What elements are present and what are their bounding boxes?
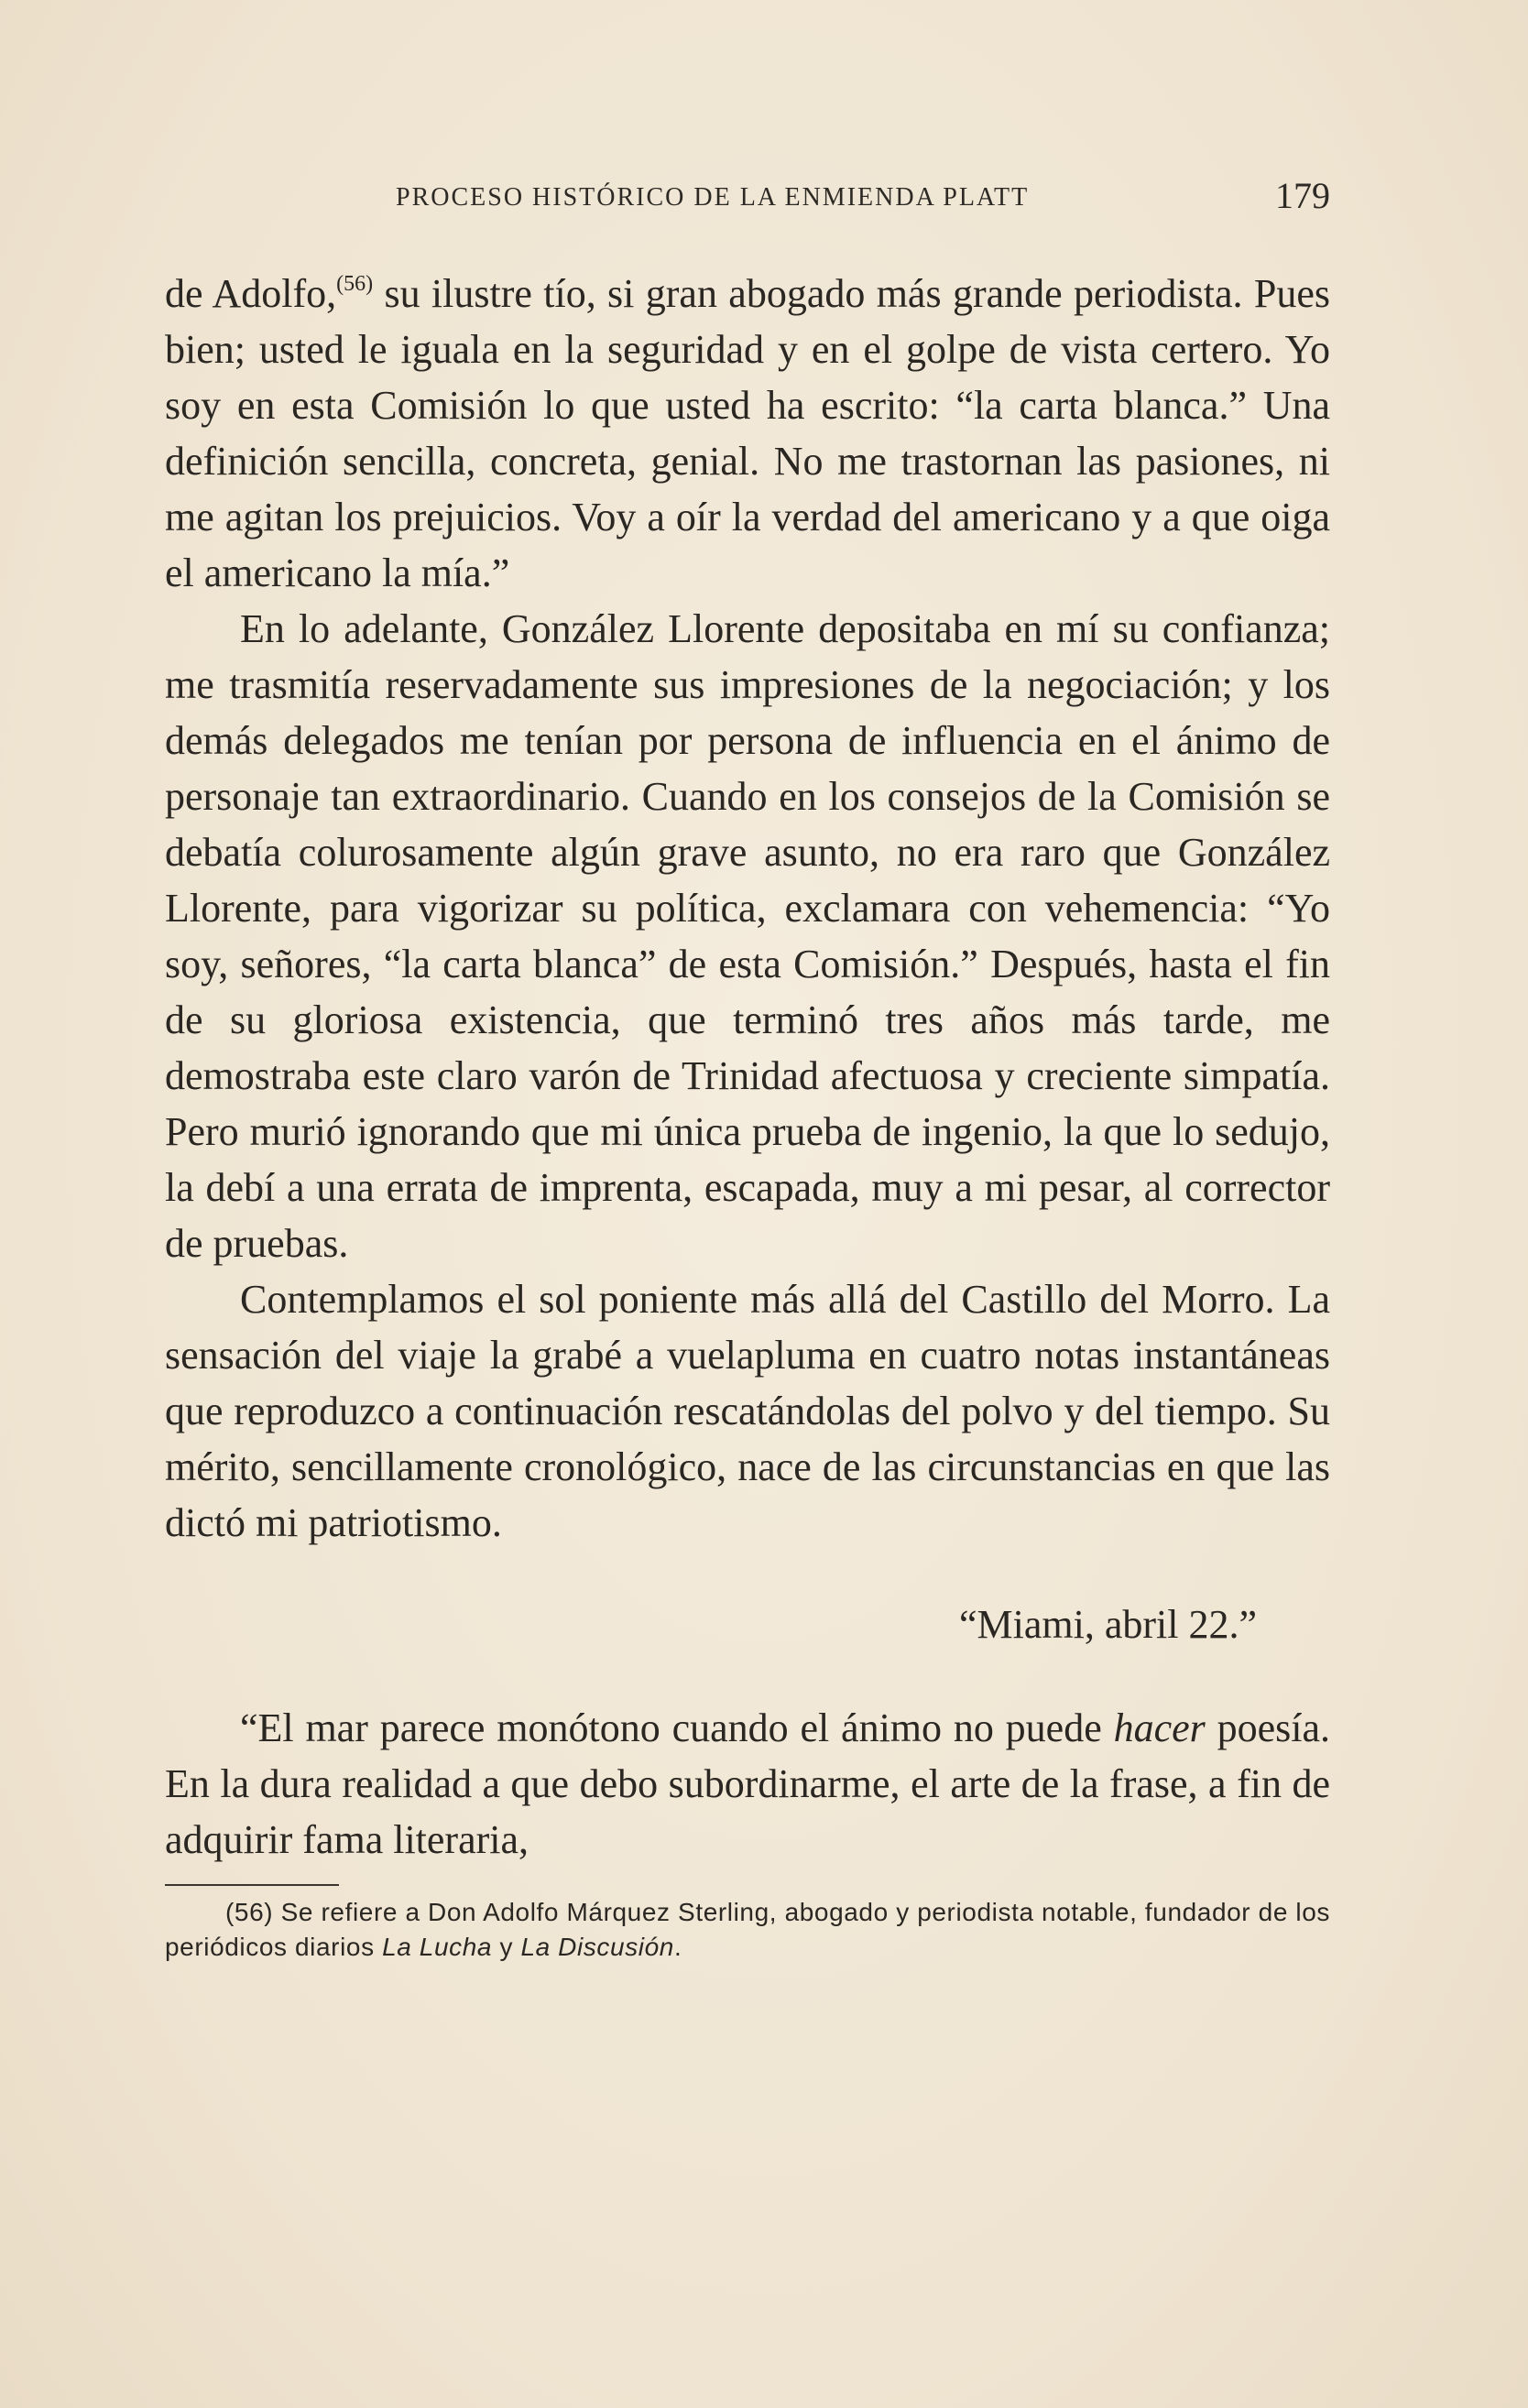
running-title: PROCESO HISTÓRICO DE LA ENMIENDA PLATT	[396, 183, 1030, 212]
page-number: 179	[1275, 175, 1330, 216]
paragraph-2: En lo adelante, González Llorente depositaba en mí su confianza; me trasmitía reservadamente sus impresiones de la negociación; y los demás delegados me tenían por persona de influencia en el ánimo de personaje tan extraordinario. Cuando en los consejos de la Comisión se debatía colurosamente algún grave asunto, no era raro que González Llorente, para vigorizar su política, exclamara con vehemencia: “Yo soy, señores, “la carta blanca” de esta Comisión.” Después, hasta el fin de su gloriosa existencia, que terminó tres años más tarde, me demostraba este claro varón de Trinidad afectuosa y creciente simpatía. Pero murió ignorando que mi única prueba de ingenio, la que lo sedujo, la debí a una errata de imprenta, escapada, muy a mi pesar, al corrector de pruebas.	[165, 606, 1330, 1266]
footnote-text-middle: y	[492, 1933, 521, 1961]
running-head	[165, 174, 1330, 229]
paragraph-4-rest: poesía. En la dura realidad a que debo subordinarme, el arte de la frase, a fin de adquirir fama literaria,	[165, 1705, 1331, 1862]
footnote-italic-la-discusion: La Discusión	[520, 1933, 674, 1961]
footnote-text-start: (56) Se refiere a Don Adolfo Márquez Sterling, abogado y periodista notable, fundador de los periódicos diarios	[165, 1898, 1330, 1961]
footnote-text-end: .	[673, 1933, 682, 1961]
footnote-divider	[165, 1884, 339, 1886]
paragraph-3: Contemplamos el sol poniente más allá del Castillo del Morro. La sensación del viaje la grabé a vuelapluma en cuatro notas instantáneas que reproduzco a continuación rescatándolas del polvo y del tiempo. Su mérito, sencillamente cronológico, nace de las circunstancias en que las dictó mi patriotismo.	[165, 1277, 1330, 1545]
footnote-56	[165, 1895, 1330, 1965]
dateline: “Miami, abril 22.”	[958, 1602, 1257, 1647]
paragraph-1	[165, 266, 1330, 601]
paragraph-1-start: de Adolfo,	[165, 271, 337, 316]
paragraph-4	[165, 1700, 1330, 1868]
footnote-italic-la-lucha: La Lucha	[382, 1933, 493, 1961]
body-text	[165, 266, 1330, 1868]
paragraph-4-start: “El mar parece monótono cuando el ánimo no puede	[240, 1705, 1114, 1750]
footnote-reference: (56)	[336, 272, 374, 296]
book-page	[165, 174, 1330, 1965]
paragraph-4-italic: hacer	[1113, 1705, 1206, 1750]
paragraph-1-rest: su ilustre tío, si gran abogado más grande periodista. Pues bien; usted le iguala en la seguridad y en el golpe de vista certero. Yo soy en esta Comisión lo que usted ha escrito: “la carta blanca.” Una definición sencilla, concreta, genial. No me trastornan las pasiones, ni me agitan los prejuicios. Voy a oír la verdad del americano y a que oiga el americano la mía.”	[165, 271, 1330, 595]
